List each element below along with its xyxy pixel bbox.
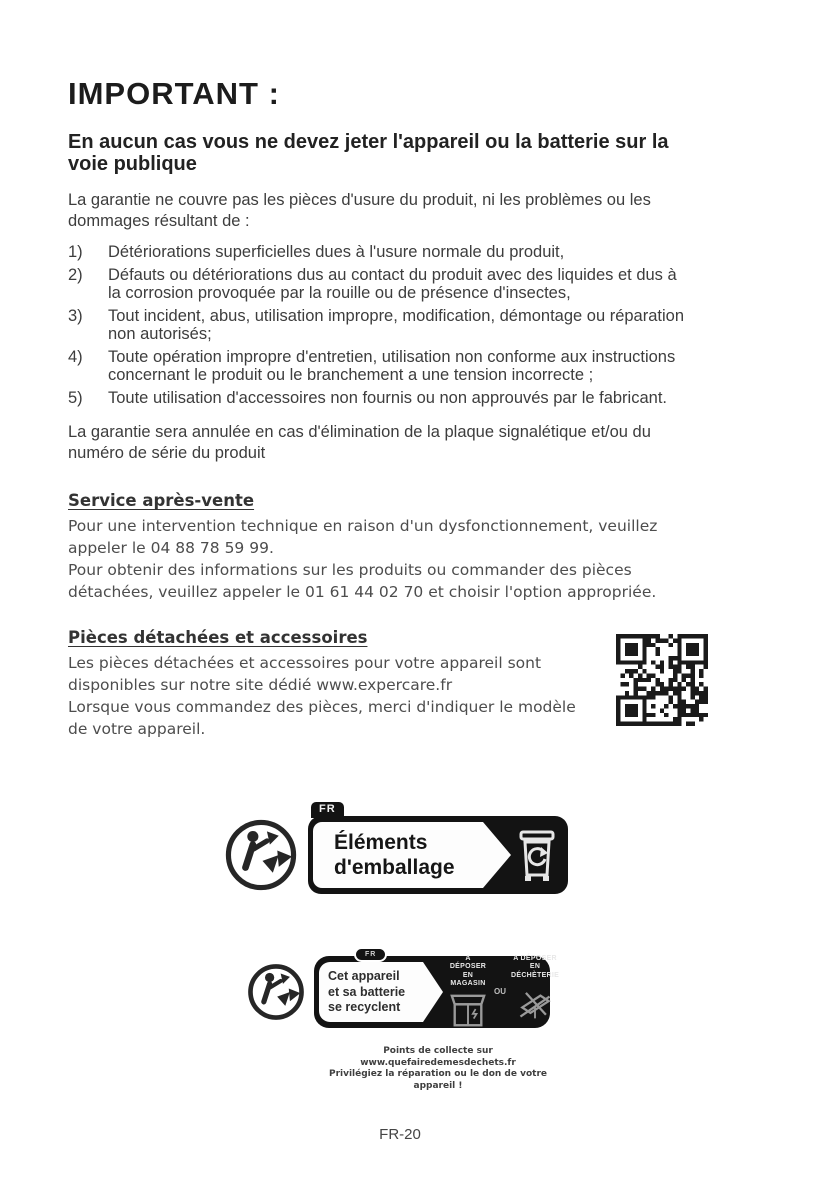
manual-page-content xyxy=(68,76,710,740)
drop-off-dechetterie-option xyxy=(511,955,559,1022)
warranty-intro: La garantie ne couvre pas les pièces d'usure du produit, ni les problèmes ou les dommages résultant de : xyxy=(68,191,651,230)
item-number: 2) xyxy=(68,265,83,284)
option1-line2: EN MAGASIN xyxy=(450,971,486,987)
waste-bin-recycle-icon xyxy=(514,827,560,884)
item-number: 5) xyxy=(68,388,83,407)
packaging-banner-text-area xyxy=(313,822,483,888)
service-section-heading: Service après-vente xyxy=(68,491,255,510)
triman-icon xyxy=(247,963,305,1021)
page-title: IMPORTANT : xyxy=(68,76,280,111)
appliance-recycle-label xyxy=(247,951,560,1028)
triman-icon xyxy=(224,818,298,892)
packaging-banner xyxy=(308,803,568,894)
warranty-item xyxy=(68,348,688,385)
collection-note-2: Privilégiez la réparation ou le don de votre appareil ! xyxy=(328,1069,548,1091)
warranty-item xyxy=(68,307,688,344)
item-text: Toute utilisation d'accessoires non fournis ou non approuvés par le fabricant. xyxy=(108,388,667,407)
bubble-line-3: se recyclent xyxy=(328,1000,401,1014)
item-number: 3) xyxy=(68,306,83,325)
drop-off-store-option xyxy=(447,955,489,1030)
item-text: Tout incident, abus, utilisation impropre, modification, démontage ou réparation non autorisés; xyxy=(108,306,685,343)
item-number: 4) xyxy=(68,347,83,366)
fr-country-tag: FR xyxy=(311,802,344,818)
option2-line1: A DÉPOSER xyxy=(513,954,557,962)
or-label: OU xyxy=(494,986,506,996)
option1-line1: A DÉPOSER xyxy=(449,954,487,970)
parts-section xyxy=(68,628,710,740)
parts-paragraph-2: Lorsque vous commandez des pièces, merci d'indiquer le modèle de votre appareil. xyxy=(68,698,576,738)
parts-paragraph-1: Les pièces détachées et accessoires pour votre appareil sont disponibles sur notre site dédié www.expercare.fr xyxy=(68,654,542,694)
warranty-exclusion-list xyxy=(68,243,688,407)
item-text: Toute opération impropre d'entretien, utilisation non conforme aux instructions concernant le produit ou le branchement a une tension incorrecte ; xyxy=(108,347,676,384)
recycle-bubble xyxy=(319,962,423,1022)
item-number: 1) xyxy=(68,243,83,261)
warranty-item xyxy=(68,243,688,262)
warning-subtitle: En aucun cas vous ne devez jeter l'appareil ou la batterie sur la voie publique xyxy=(68,131,669,175)
collection-note-1: Points de collecte sur www.quefairedemesdechets.fr xyxy=(360,1046,516,1068)
item-text: Détériorations superficielles dues à l'usure normale du produit, xyxy=(108,243,565,261)
packaging-label-line1: Éléments xyxy=(334,831,428,854)
page-number: FR-20 xyxy=(379,1126,421,1143)
parts-section-heading: Pièces détachées et accessoires xyxy=(68,628,368,647)
packaging-label-line2: d'emballage xyxy=(334,856,455,879)
bubble-line-2: et sa batterie xyxy=(328,984,406,999)
service-paragraph-2: Pour obtenir des informations sur les produits ou commander des pièces détachées, veuillez appeler le 01 61 44 02 70 et choisir l'option appropriée. xyxy=(68,561,657,601)
collection-notes xyxy=(308,1046,568,1092)
annulment-note: La garantie sera annulée en cas d'élimination de la plaque signalétique et/ou du numéro de série du produit xyxy=(68,423,651,462)
recycle-banner xyxy=(314,951,560,1028)
option2-line2: EN DÉCHÈTERIE xyxy=(511,963,560,979)
packaging-recycle-label xyxy=(224,803,568,894)
fr-country-tag: FR xyxy=(354,947,387,962)
qr-code-icon xyxy=(616,634,708,726)
bubble-line-1: Cet appareil xyxy=(328,969,400,983)
item-text: Défauts ou détériorations dus au contact du produit avec des liquides et dus à la corrosion provoquée par la rouille ou de présence d'insectes, xyxy=(108,265,677,302)
store-icon xyxy=(447,992,489,1030)
dechetterie-icon xyxy=(515,983,555,1021)
warranty-item xyxy=(68,266,688,303)
warranty-item xyxy=(68,389,688,408)
service-paragraph-1: Pour une intervention technique en raison d'un dysfonctionnement, veuillez appeler le 04 88 78 59 99. xyxy=(68,517,658,557)
